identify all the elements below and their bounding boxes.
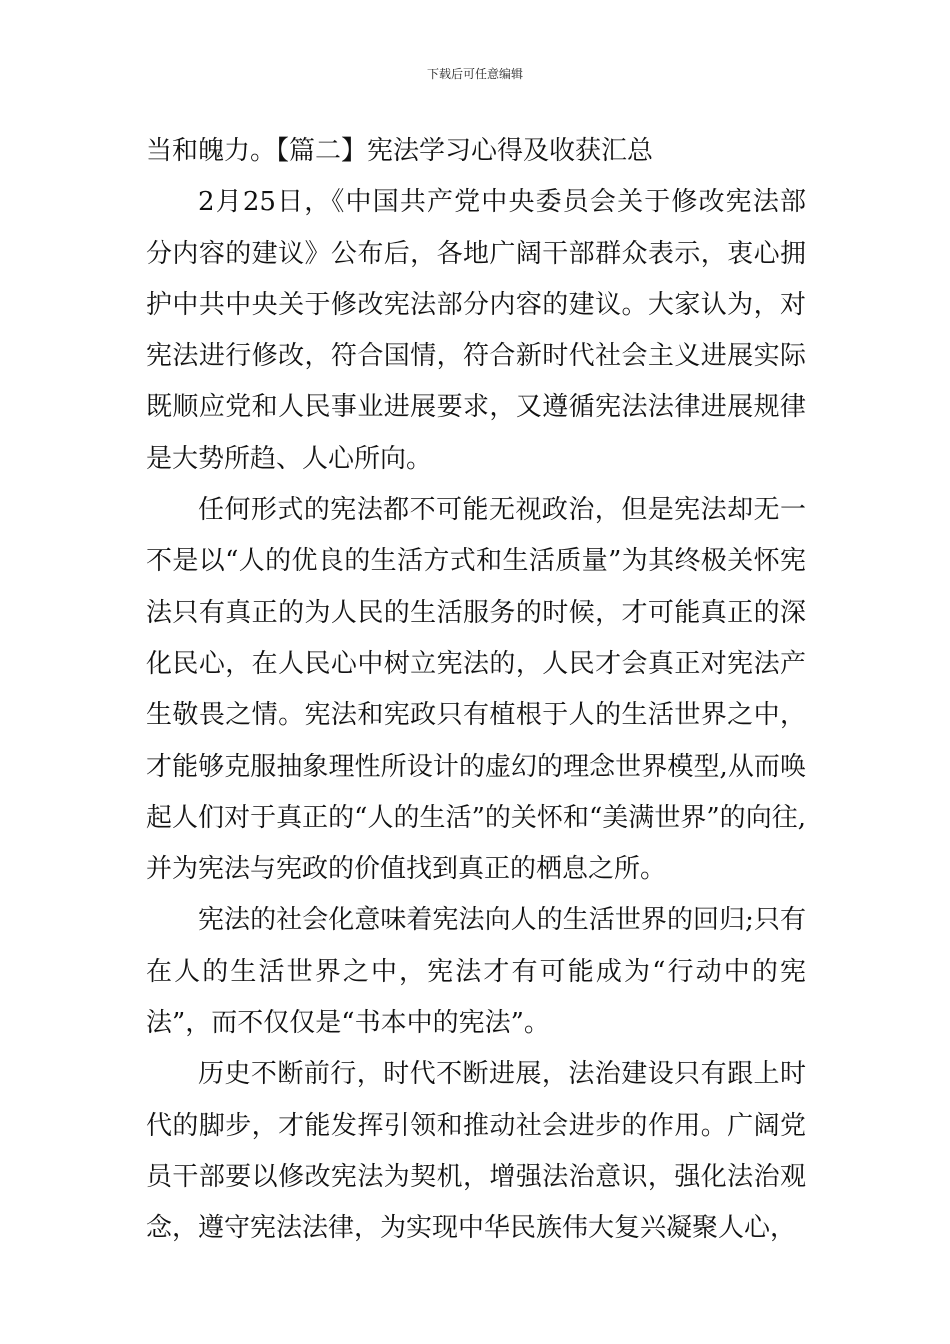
document-body [146, 126, 806, 1255]
paragraph: 历史不断前行，时代不断进展，法治建设只有跟上时代的脚步，才能发挥引领和推动社会进步的作用。广阔党员干部要以修改宪法为契机，增强法治意识，强化法治观念，遵守宪法法律，为实现中华民族伟大复兴凝聚人心， [146, 1059, 806, 1244]
paragraph: 2月25日，《中国共产党中央委员会关于修改宪法部分内容的建议》公布后，各地广阔干部群众表示，衷心拥护中共中央关于修改宪法部分内容的建议。大家认为，对宪法进行修改，符合国情，符合新时代社会主义进展实际既顺应党和人民事业进展要求，又遵循宪法法律进展规律是大势所趋、人心所向。 [146, 187, 806, 474]
paragraph-title-line: 当和魄力。【篇二】宪法学习心得及收获汇总 [146, 136, 654, 166]
page-header: 下载后可任意编辑 [426, 67, 523, 81]
paragraph: 宪法的社会化意味着宪法向人的生活世界的回归;只有在人的生活世界之中，宪法才有可能成为“行动中的宪法”，而不仅仅是“书本中的宪法”。 [146, 905, 806, 1039]
paragraph: 任何形式的宪法都不可能无视政治，但是宪法却无一不是以“人的优良的生活方式和生活质量”为其终极关怀宪法只有真正的为人民的生活服务的时候，才可能真正的深化民心，在人民心中树立宪法的，人民才会真正对宪法产生敬畏之情。宪法和宪政只有植根于人的生活世界之中，才能够克服抽象理性所设计的虚幻的理念世界模型,从而唤起人们对于真正的“人的生活”的关怀和“美满世界”的向往,并为宪法与宪政的价值找到真正的栖息之所。 [146, 495, 806, 885]
